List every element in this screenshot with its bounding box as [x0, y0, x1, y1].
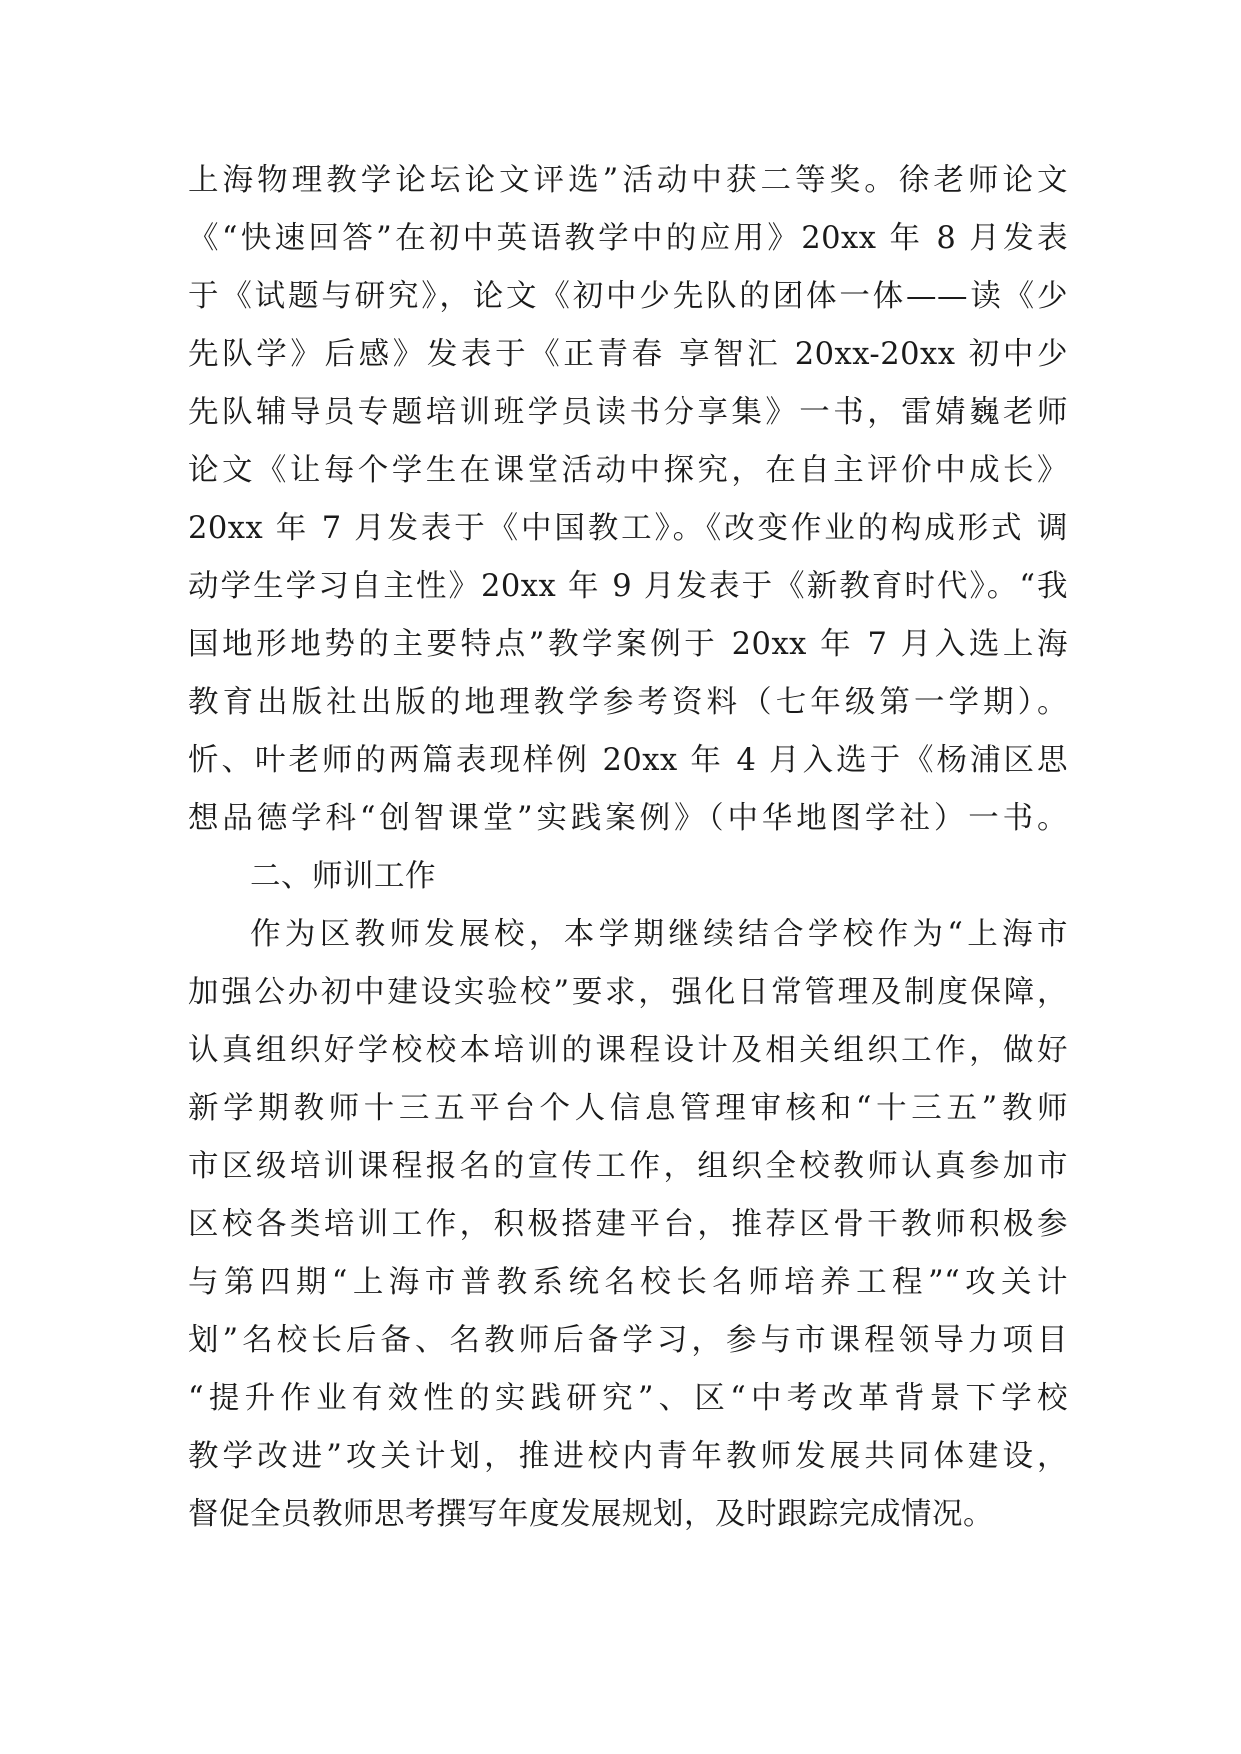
- text-line: 动学生学习自主性》20xx 年 9 月发表于《新教育时代》。“我: [188, 569, 1068, 604]
- text-line: 教学改进”攻关计划，推进校内青年教师发展共同体建设，: [188, 1439, 1068, 1474]
- text-line: 督促全员教师思考撰写年度发展规划，及时跟踪完成情况。: [188, 1497, 994, 1532]
- text-line: 区校各类培训工作，积极搭建平台，推荐区骨干教师积极参: [188, 1207, 1068, 1242]
- text-line: 加强公办初中建设实验校”要求，强化日常管理及制度保障，: [188, 975, 1068, 1010]
- text-line: 于《试题与研究》，论文《初中少先队的团体一体——读《少: [188, 279, 1068, 314]
- text-line: 市区级培训课程报名的宣传工作，组织全校教师认真参加市: [188, 1149, 1068, 1184]
- text-line: 新学期教师十三五平台个人信息管理审核和“十三五”教师: [188, 1091, 1068, 1126]
- text-line: 上海物理教学论坛论文评选”活动中获二等奖。徐老师论文: [188, 163, 1068, 198]
- text-line: 教育出版社出版的地理教学参考资料（七年级第一学期）。: [188, 685, 1068, 720]
- text-line: 20xx 年 7 月发表于《中国教工》。《改变作业的构成形式 调: [188, 511, 1068, 546]
- text-line: 《“快速回答”在初中英语教学中的应用》20xx 年 8 月发表: [188, 221, 1068, 256]
- section-heading: 二、师训工作: [250, 859, 436, 894]
- paragraph-awards: [188, 152, 1068, 848]
- text-line: 认真组织好学校校本培训的课程设计及相关组织工作，做好: [188, 1033, 1068, 1068]
- text-line: 先队辅导员专题培训班学员读书分享集》一书，雷婧巍老师: [188, 395, 1068, 430]
- text-line: 与第四期“上海市普教系统名校长名师培养工程”“攻关计: [188, 1265, 1068, 1300]
- section-heading-teacher-training: [188, 848, 1068, 906]
- document-body: [188, 152, 1068, 1544]
- paragraph-teacher-training: [188, 906, 1068, 1544]
- text-line: 论文《让每个学生在课堂活动中探究，在自主评价中成长》: [188, 453, 1068, 488]
- text-line: 国地形地势的主要特点”教学案例于 20xx 年 7 月入选上海: [188, 627, 1068, 662]
- text-line: “提升作业有效性的实践研究”、区“中考改革背景下学校: [188, 1381, 1068, 1416]
- text-line: 作为区教师发展校，本学期继续结合学校作为“上海市: [250, 917, 1068, 952]
- text-line: 划”名校长后备、名教师后备学习，参与市课程领导力项目: [188, 1323, 1068, 1358]
- text-line: 先队学》后感》发表于《正青春 享智汇 20xx-20xx 初中少: [188, 337, 1068, 372]
- text-line: 忻、叶老师的两篇表现样例 20xx 年 4 月入选于《杨浦区思: [188, 743, 1068, 778]
- text-line: 想品德学科“创智课堂”实践案例》（中华地图学社）一书。: [188, 801, 1068, 836]
